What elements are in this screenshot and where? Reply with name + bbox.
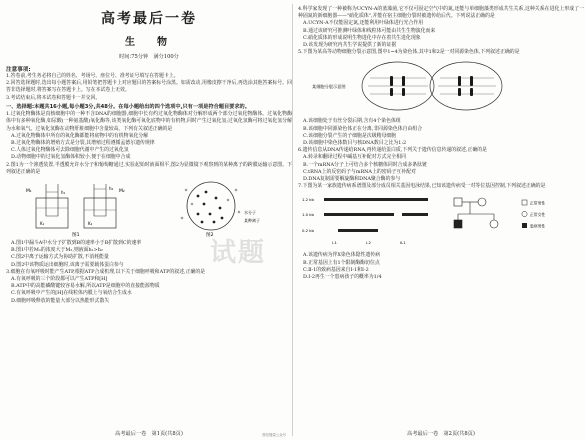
question-2-option-b: B.图1中若M₁的浓度大于M₂,则液面h₁>h₂ bbox=[11, 247, 103, 254]
question-1-stem: 1.过氧化物酶体是真核细胞中的一种不含DNA的细胞器,细胞中长有约过氧化物酶体对分解形成两个部分过氧化物酶体。过氧化物酶体中有多种氧化酶,如尿酸(一种氨基酸)氧化酶等,该类氧化酶可氧化底物中的有机物,同时产生过氧化氢;过氧化氢酶可将过氧化氢分解为水和氧气。过氧化氢酶在动物肝脏细胞中含量较高。下列有关叙述正确的是 bbox=[6, 111, 292, 132]
question-2-figures bbox=[6, 178, 292, 238]
gel-size-3: 0.2 kb bbox=[302, 228, 314, 234]
question-4-option-d: D.该发现为研究内共生学说提供了新的证据 bbox=[303, 42, 397, 49]
notes-title: 注意事项: bbox=[6, 67, 31, 73]
note-item: 2.回答选择题时,选出每小题答案后,用铅笔把答题卡上对应题目的答案标号涂黑。如需改动,用橡皮擦干净后,再选涂其他答案标号。回答非选择题时,将答案写在答题卡上。写在本试卷上无效。 bbox=[6, 80, 292, 94]
question-4-stem: 4.科学家发现了一种被称为UCYN-A的蓝藻菌,它不仅可固定空气中的氮,还能与单细胞藻类形成共生关系,这种关系在进化上形成了一种固氮的新细胞器——"硝化质体",并能在宿主细胞分裂时被遗传给后代。下列说法正确的是 bbox=[298, 6, 584, 20]
gel-figure bbox=[302, 197, 428, 245]
question-6-option-d: D.DNA复制需要解旋酶和DNA聚合酶的参与 bbox=[303, 176, 401, 183]
osmosis-figure bbox=[6, 178, 292, 238]
question-5-stem: 5.下图为某高等动物细胞分裂示意图,图中1~4为染色体,其中1和2是一对同源染色体,下列叙述正确的是 bbox=[298, 49, 520, 56]
question-5-option-c: C.该细胞分裂产生的子细胞是次级精母细胞 bbox=[303, 132, 397, 139]
question-7-option-c: C.Ⅱ-1的致病基因来自Ⅰ-1和Ⅰ-2 bbox=[303, 266, 369, 273]
legend-normal-female: 正常女性 bbox=[530, 212, 546, 218]
question-6-option-c: C.tRNA上的反密码子与mRNA上的密码子互补配对 bbox=[303, 168, 416, 175]
question-2-option-d: D.图2中该物质运出细胞时,该离子需要载体蛋白参与 bbox=[11, 261, 124, 268]
fig1-label-h1: h₁ bbox=[61, 190, 66, 196]
cell-division-figure bbox=[298, 58, 584, 116]
question-1-option-c: C.人体过氧化物酶体可去除细胞代谢中产生的过氧化氢 bbox=[11, 147, 129, 154]
right-page bbox=[298, 0, 584, 440]
section-heading: 一、选择题:本题共16小题,每小题3分,共48分。在每小题给出的四个选项中,只有一项是符合题目要求的。 bbox=[6, 103, 250, 110]
question-7-figures bbox=[298, 192, 584, 250]
watermark: 试题 bbox=[210, 238, 267, 268]
gel-size-1: 1.2 kb bbox=[302, 197, 314, 203]
question-7-option-b: B.正常基因上有1个限制酶酶切位点 bbox=[303, 259, 380, 266]
page-number-left: 高考最后一卷 第1页(共8页) bbox=[115, 431, 183, 437]
fig2-label-water: 水分子 bbox=[244, 210, 256, 216]
fig1-label-h2: h₂ bbox=[109, 186, 114, 192]
legend-affected-male: 患病男性 bbox=[530, 223, 546, 229]
question-2-option-c: C.图2中离子运输方式为协助扩散,不消耗能量 bbox=[11, 254, 109, 261]
page-number-right: 高考最后一卷 第2页(共8页) bbox=[407, 431, 475, 437]
question-6-option-b: B.一个mRNA分子上可结合多个核糖体同时合成多条肽链 bbox=[303, 161, 427, 168]
cell-figure-caption: 某细胞分裂示意图 bbox=[312, 84, 346, 90]
ion-transport-figure bbox=[181, 182, 240, 230]
fig1-label-m2: M₂ bbox=[119, 189, 125, 195]
legend-normal-male: 正常男性 bbox=[530, 200, 546, 206]
question-5-option-a: A.该细胞处于有丝分裂后期,含有4个染色体组 bbox=[303, 118, 401, 125]
question-3-stem: 3.细胞在有氧呼吸时能产生ATP,根据ATP合成机理,以下关于细胞呼吸和ATP的叙述,正确的是 bbox=[6, 268, 206, 275]
page-footer-left bbox=[6, 430, 292, 437]
exam-title: 高考最后一卷 bbox=[101, 11, 197, 27]
question-6-stem: 6.遗传信息从DNA传递给RNA,再传递给蛋白质,下列关于遗传信息传递的叙述,正确的是 bbox=[298, 147, 488, 154]
question-1-option-a: A.过氧化物酶体中所有的氧化酶都能将底物中的有机物氧化分解 bbox=[11, 132, 149, 139]
question-3-option-d: D.细胞呼吸释放的能量大部分以热能形式散失 bbox=[11, 297, 110, 304]
question-4-option-c: C.硝化质体的形成说明生物进化中存在着共生进化现象 bbox=[303, 34, 421, 41]
page-divider bbox=[292, 4, 293, 436]
question-4-option-b: B.通过该研究可推测叶绿体和线粒体可能由共生生物演化而来 bbox=[303, 27, 436, 34]
gel-lane-1: Ⅰ-1 bbox=[332, 240, 337, 246]
question-7-option-d: D.Ⅰ-2再生一个患病孩子的概率为1/4 bbox=[303, 274, 382, 281]
gel-and-pedigree-figure bbox=[298, 192, 584, 250]
footer-note: 微信搜索公众号 bbox=[262, 433, 286, 437]
question-3-option-b: B.ATP中的高能磷酸键较容易水解,所以ATP是细胞中的直接能源物质 bbox=[11, 283, 160, 290]
note-item: 1.答卷前,考生务必将自己的姓名、考场号、座位号、准考证号填写在答题卡上。 bbox=[6, 73, 179, 79]
pedigree-legend bbox=[522, 200, 545, 229]
question-1-option-d: D.动物细胞中的过氧化氢酶体积较小,便于在细胞中合成 bbox=[11, 154, 131, 161]
left-page bbox=[6, 0, 292, 440]
funnel-left bbox=[46, 184, 58, 216]
fig1-caption: 图1 bbox=[72, 233, 80, 239]
question-5-figure bbox=[298, 58, 584, 116]
question-6-option-a: A.转录和翻译过程中碱基互补配对方式完全相同 bbox=[303, 154, 406, 161]
question-2-option-a: A.图1中漏斗A中水分子扩散到B的速率小于B扩散到C的速率 bbox=[11, 240, 142, 247]
subject-title: 生 物 bbox=[125, 37, 173, 48]
gel-lane-3: Ⅱ-1 bbox=[400, 240, 406, 246]
question-7-stem: 7.下图为某一家族遗传病系谱图及部分成员相关基因电泳结果,已知该遗传病受一对等位基因控制,下列叙述正确的是 bbox=[298, 183, 546, 190]
fig2-caption: 图2 bbox=[206, 233, 214, 239]
question-5-option-b: B.该细胞中同源染色体正在分离,非同源染色体自由组合 bbox=[303, 125, 423, 132]
fig2-label-ion: 某种离子 bbox=[244, 218, 260, 224]
question-5-option-d: D.该细胞中染色体数目与核DNA数目之比为1:2 bbox=[303, 140, 407, 147]
pedigree-figure bbox=[454, 198, 498, 228]
question-2-stem: 2.图1为一个渗透装置,半透膜允许水分子和葡萄糖通过,实验起始时液面相平,图2为显微镜下观察到的某种离子的跨膜运输示意图。下列叙述正确的是 bbox=[6, 161, 292, 175]
gel-lane-2: Ⅰ-2 bbox=[366, 240, 371, 246]
page-footer-right bbox=[298, 430, 584, 437]
question-3-option-c: C.有氧呼吸中产生的[H]在线粒体内膜上与氧结合生成水 bbox=[11, 290, 132, 297]
fig1-label-k1: K₁ bbox=[40, 221, 45, 227]
question-7-option-a: A.该遗传病为伴X染色体隐性遗传病 bbox=[303, 252, 381, 259]
question-4-option-a: A.UCYN-A不仅能固定氮,还能利用叶绿体进行光合作用 bbox=[303, 20, 424, 27]
fig1-label-m1: M₁ bbox=[26, 189, 32, 195]
fig1-label-k2: K₂ bbox=[88, 221, 93, 227]
exam-meta: 时间:75分钟 满分100分 bbox=[119, 54, 179, 60]
gel-size-2: 1.0 kb bbox=[302, 212, 314, 218]
question-3-option-a: A.有氧呼吸的三个阶段都可以产生ATP和[H] bbox=[11, 276, 108, 283]
question-1-option-b: B.过氧化物酶体的增殖方式是分裂,其增殖过程遵循孟德尔遗传规律 bbox=[11, 140, 155, 147]
note-item: 3.考试结束后,将本试卷和答题卡一并交回。 bbox=[6, 94, 101, 101]
